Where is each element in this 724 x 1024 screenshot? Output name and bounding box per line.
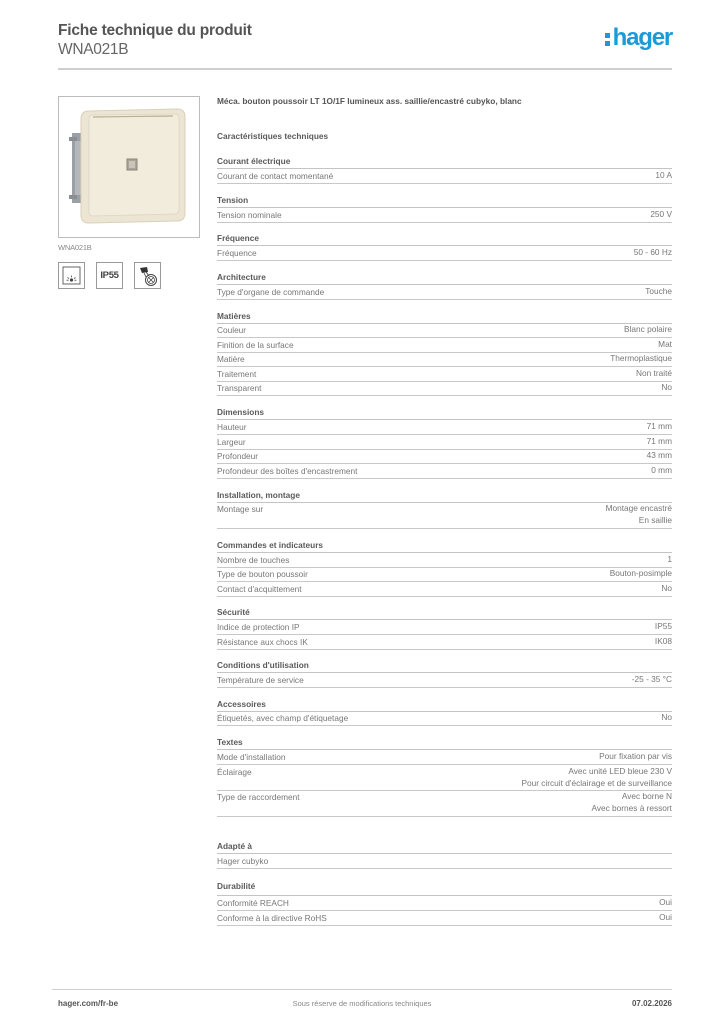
spec-label: Transparent [217,383,262,393]
product-image [58,96,200,238]
footer-divider [52,989,672,990]
section-securite: Sécurité [217,606,672,620]
spec-value: 50 - 60 Hz [633,247,672,257]
section-conditions-utilisation: Conditions d'utilisation [217,659,672,673]
spec-value: Oui [659,912,672,922]
spec-value: Non traité [636,368,672,378]
page-header [58,20,672,70]
spec-row [217,765,672,791]
water-jet-protection-icon [137,265,159,287]
spec-value: Thermoplastique [610,353,672,363]
spec-label: Type de bouton poussoir [217,569,308,579]
product-image-caption: WNA021B [58,243,92,252]
spec-row [217,790,672,817]
spec-value: Avec unité LED bleue 230 V Pour circuit d'éclairage et de surveillance [521,766,672,788]
spec-row [217,449,672,464]
spec-value: Touche [645,286,672,296]
section-courant-electrique: Courant électrique [217,155,672,169]
spec-value: 250 V [650,209,672,219]
spec-label: Finition de la surface [217,340,294,350]
spec-value: -25 - 35 °C [631,674,672,684]
spec-value: Blanc polaire [624,324,672,334]
spec-label: Type de raccordement [217,792,300,802]
spec-value: 43 mm [646,450,672,460]
footer-website-link[interactable]: hager.com/fr-be [58,999,119,1008]
spec-row [217,635,672,650]
spec-value: Montage encastré En saillie [605,503,672,525]
section-accessoires: Accessoires [217,698,672,712]
spec-row [217,620,672,635]
spec-value: No [661,382,672,392]
tech-characteristics-heading: Caractéristiques techniques [217,131,329,141]
spec-value: 10 A [655,170,672,180]
footer-disclaimer: Sous réserve de modifications techniques [292,999,432,1008]
spec-label: Éclairage [217,767,252,777]
spec-label: Tension nominale [217,210,282,220]
spec-value: No [661,583,672,593]
spec-label: Nombre de touches [217,555,290,565]
section-tension: Tension [217,194,672,208]
document-title: Fiche technique du produit [58,22,252,39]
spec-row [217,567,672,582]
spec-label: Couleur [217,325,247,335]
spec-label: Type d'organe de commande [217,287,325,297]
section-dimensions: Dimensions [217,406,672,420]
footer-date: 07.02.2026 [631,999,672,1008]
spec-row [217,381,672,396]
hager-logo: hager [605,26,672,50]
section-architecture: Architecture [217,271,672,285]
product-description: Méca. bouton poussoir LT 1O/1F lumineux ass. saillie/encastré cubyko, blanc [217,96,522,106]
spec-label: Conforme à la directive RoHS [217,913,327,923]
spec-value: 71 mm [646,436,672,446]
spec-label: Indice de protection IP [217,622,300,632]
section-adapte-a: Adapté à [217,840,672,854]
header-divider [58,68,672,70]
section-installation-montage: Installation, montage [217,489,672,503]
section-matieres: Matières [217,310,672,324]
spec-row [217,208,672,223]
badge-water-protection [134,262,161,289]
spec-row [217,911,672,926]
spec-value: Mat [658,339,672,349]
product-photo-icon [59,97,199,237]
spec-row [217,323,672,338]
badge-illuminated [58,262,85,289]
spec-label: Contact d'acquittement [217,584,302,594]
spec-row [217,338,672,353]
illuminated-indicator-icon [61,265,82,286]
spec-label: Largeur [217,437,246,447]
section-frequence: Fréquence [217,232,672,246]
spec-value: Pour fixation par vis [599,751,672,761]
spec-value: 1 [667,554,672,564]
spec-value: No [661,712,672,722]
spec-value: Bouton-posimple [609,568,672,578]
spec-row [217,169,672,184]
logo-colon-icon [605,30,611,46]
spec-label: Étiquetés, avec champ d'étiquetage [217,713,349,723]
section-durabilite: Durabilité [217,880,672,896]
spec-value: 0 mm [651,465,672,475]
spec-value: IP55 [654,621,672,631]
spec-label: Hauteur [217,422,247,432]
spec-row [217,246,672,261]
spec-row [217,553,672,568]
section-textes: Textes [217,736,672,750]
badge-ip55: IP55 [96,262,123,289]
spec-label: Courant de contact momentané [217,171,334,181]
spec-label: Matière [217,354,245,364]
spec-row [217,464,672,479]
spec-row [217,711,672,726]
spec-row [217,420,672,435]
spec-label: Conformité REACH [217,898,289,908]
spec-label: Température de service [217,675,304,685]
spec-value: IK08 [654,636,672,646]
spec-row [217,502,672,529]
spec-label: Montage sur [217,504,264,514]
spec-label: Profondeur [217,451,259,461]
product-code: WNA021B [58,41,129,58]
spec-label: Résistance aux chocs IK [217,637,308,647]
spec-row [217,352,672,367]
section-commandes-indicateurs: Commandes et indicateurs [217,539,672,553]
spec-row [217,285,672,300]
spec-row [217,435,672,450]
spec-value: Oui [659,897,672,907]
spec-value: 71 mm [646,421,672,431]
spec-label: Hager cubyko [217,856,269,866]
spec-label: Profondeur des boîtes d'encastrement [217,466,358,476]
spec-label: Fréquence [217,248,257,258]
spec-row [217,854,672,869]
spec-row [217,750,672,765]
spec-row [217,582,672,597]
spec-row [217,673,672,688]
spec-value: Avec borne N Avec bornes à ressort [591,791,672,813]
spec-label: Traitement [217,369,257,379]
spec-label: Mode d'installation [217,752,286,762]
spec-row [217,367,672,382]
spec-row [217,896,672,911]
